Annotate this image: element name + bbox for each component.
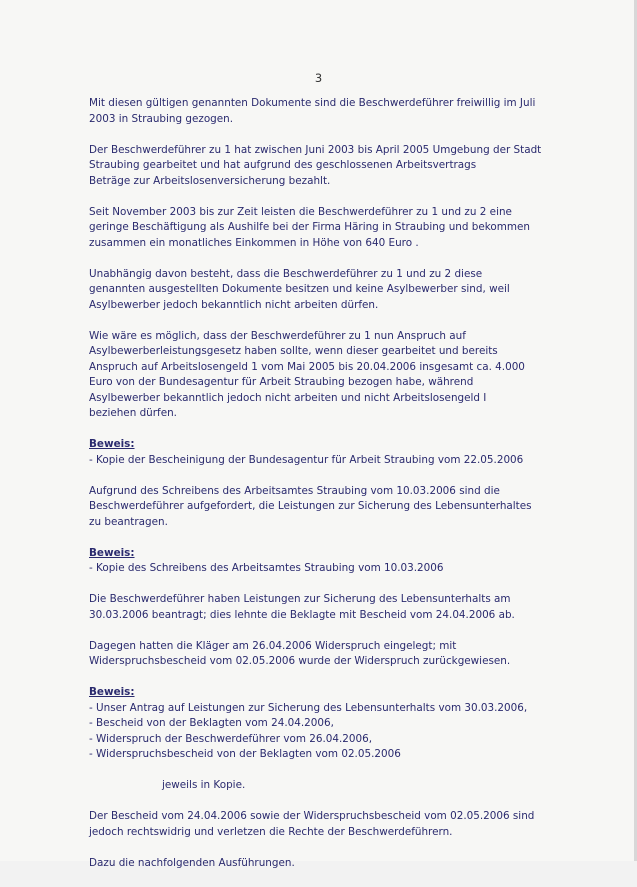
- evidence-block: [89, 437, 571, 468]
- paragraph: [89, 267, 571, 314]
- text-line: 30.03.2006 beantragt; dies lehnte die Beklagte mit Bescheid vom 24.04.2006 ab.: [89, 608, 515, 621]
- text-line: genannten ausgestellten Dokumente besitzen und keine Asylbewerber sind, weil: [89, 283, 510, 295]
- paragraph: [89, 96, 571, 127]
- text-line: zusammen ein monatliches Einkommen in Höhe von 640 Euro .: [89, 236, 419, 249]
- text-line: jeweils in Kopie.: [162, 779, 246, 791]
- evidence-heading: Beweis:: [89, 686, 135, 698]
- text-line: Dagegen hatten die Kläger am 26.04.2006 Widerspruch eingelegt; mit: [89, 639, 457, 652]
- text-line: Asylbewerber jedoch bekanntlich nicht arbeiten dürfen.: [89, 298, 379, 311]
- text-line: Der Bescheid vom 24.04.2006 sowie der Widerspruchsbescheid vom 02.05.2006 sind: [89, 810, 535, 822]
- paragraph: [89, 856, 571, 872]
- evidence-heading: Beweis:: [89, 546, 135, 559]
- evidence-item: - Widerspruch der Beschwerdeführer vom 26.04.2006,: [89, 732, 373, 745]
- evidence-item: - Kopie der Bescheinigung der Bundesagentur für Arbeit Straubing vom 22.05.2006: [89, 453, 524, 466]
- text-line: beziehen dürfen.: [89, 407, 177, 419]
- text-line: Straubing gearbeitet und hat aufgrund des geschlossenen Arbeitsvertrags: [89, 159, 477, 171]
- text-line: Aufgrund des Schreibens des Arbeitsamtes Straubing vom 10.03.2006 sind die: [89, 484, 500, 497]
- evidence-item: - Widerspruchsbescheid von der Beklagten vom 02.05.2006: [89, 748, 401, 760]
- evidence-item: - Kopie des Schreibens des Arbeitsamtes Straubing vom 10.03.2006: [89, 562, 444, 574]
- text-line: Seit November 2003 bis zur Zeit leisten die Beschwerdeführer zu 1 und zu 2 eine: [89, 205, 512, 218]
- text-line: Asylbewerberleistungsgesetz haben sollte, wenn dieser gearbeitet und bereits: [89, 345, 498, 357]
- evidence-block: [89, 685, 571, 763]
- text-line: Beträge zur Arbeitslosenversicherung bezahlt.: [89, 174, 331, 187]
- text-line: Die Beschwerdeführer haben Leistungen zur Sicherung des Lebensunterhalts am: [89, 593, 511, 605]
- paragraph: [89, 205, 571, 252]
- evidence-item: - Unser Antrag auf Leistungen zur Sicherung des Lebensunterhalts vom 30.03.2006,: [89, 701, 528, 714]
- text-line: Der Beschwerdeführer zu 1 hat zwischen Juni 2003 bis April 2005 Umgebung der Stadt: [89, 143, 542, 156]
- text-line: Unabhängig davon besteht, dass die Beschwerdeführer zu 1 und zu 2 diese: [89, 267, 483, 280]
- paragraph: [89, 592, 571, 623]
- text-line: geringe Beschäftigung als Aushilfe bei der Firma Häring in Straubing und bekommen: [89, 221, 530, 233]
- text-line: Dazu die nachfolgenden Ausführungen.: [89, 856, 295, 869]
- text-line: Beschwerdeführer aufgefordert, die Leistungen zur Sicherung des Lebensunterhaltes: [89, 500, 532, 512]
- evidence-item: - Bescheid von der Beklagten vom 24.04.2006,: [89, 717, 334, 729]
- text-line: Widerspruchsbescheid vom 02.05.2006 wurde der Widerspruch zurückgewiesen.: [89, 655, 511, 667]
- text-line: 2003 in Straubing gezogen.: [89, 112, 234, 125]
- paragraph: [89, 329, 571, 422]
- text-line: Wie wäre es möglich, dass der Beschwerdeführer zu 1 nun Anspruch auf: [89, 329, 466, 342]
- paragraph: [89, 809, 571, 840]
- text-line: zu beantragen.: [89, 515, 168, 528]
- copy-note: [89, 778, 571, 794]
- page-number: 3: [314, 71, 323, 85]
- text-line: Asylbewerber bekanntlich jedoch nicht arbeiten und nicht Arbeitslosengeld I: [89, 391, 487, 404]
- document-body: [89, 96, 571, 887]
- text-line: Anspruch auf Arbeitslosengeld 1 vom Mai 2005 bis 20.04.2006 insgesamt ca. 4.000: [89, 360, 525, 373]
- evidence-block: [89, 546, 571, 577]
- paragraph: [89, 639, 571, 670]
- text-line: Mit diesen gültigen genannten Dokumente sind die Beschwerdeführer freiwillig im Juli: [89, 97, 536, 109]
- paragraph: [89, 143, 571, 190]
- evidence-heading: Beweis:: [89, 438, 135, 450]
- text-line: jedoch rechtswidrig und verletzen die Rechte der Beschwerdeführern.: [89, 825, 453, 838]
- paragraph: [89, 484, 571, 531]
- text-line: Euro von der Bundesagentur für Arbeit Straubing bezogen habe, während: [89, 376, 474, 388]
